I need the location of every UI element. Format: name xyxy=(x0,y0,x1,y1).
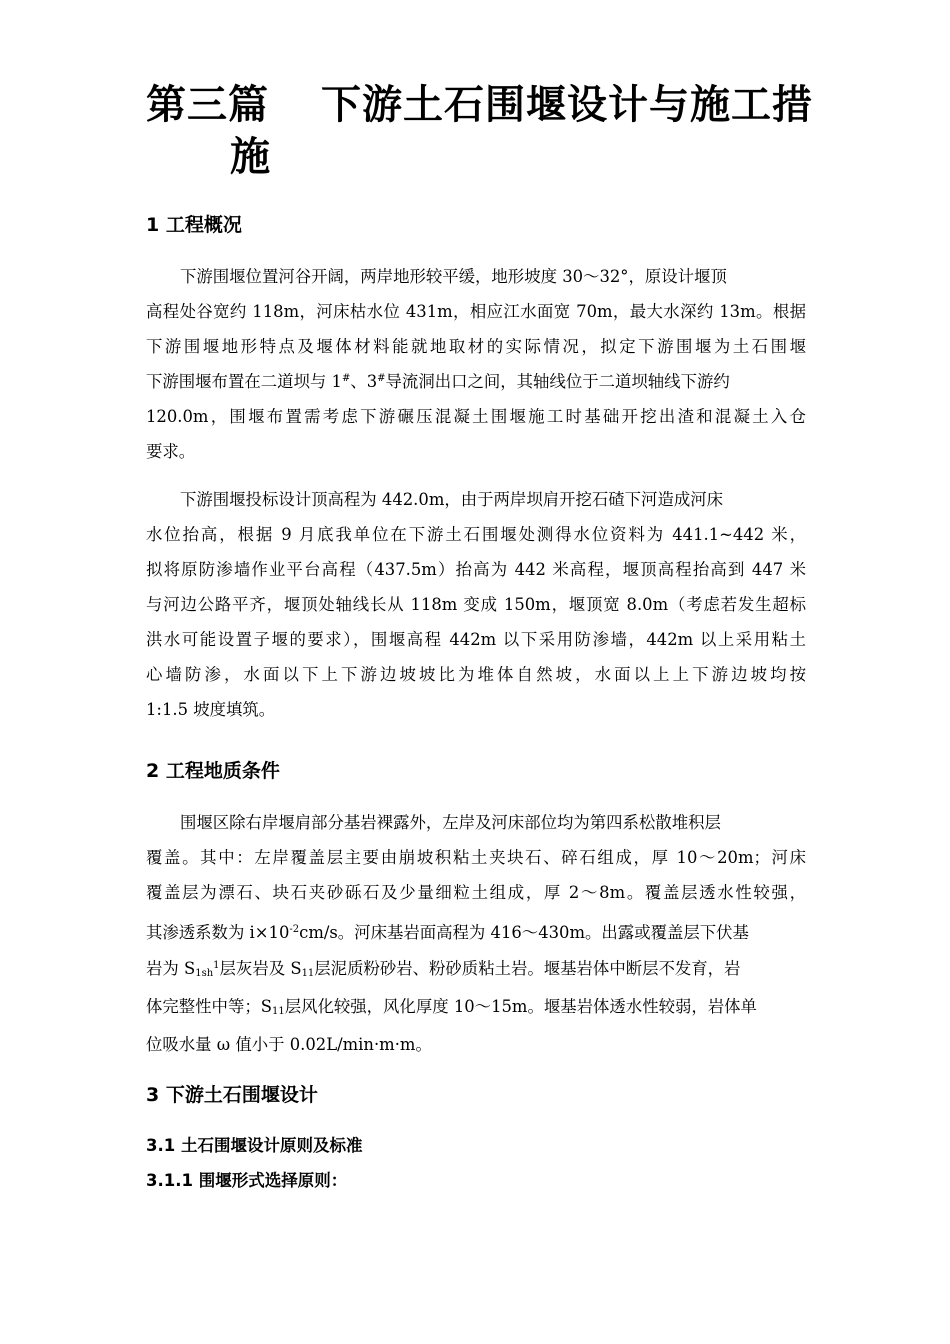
geology-para-line2: 覆盖。其中：左岸覆盖层主要由崩坡积粘土夹块石、碎石组成，厚 10～20m；河床 xyxy=(146,848,806,867)
overview-para1-line6: 要求。 xyxy=(146,442,196,461)
geology-para-line5: 岩为 $S_{1sh}^1$层灰岩及 $S_{11}$层泥质粉砂岩、粉砂质粘土岩。堰基岩体中断层不发育，岩 xyxy=(146,959,741,979)
geology-para-line7: 位吸水量 ω 值小于 0.02L/min·m·m。 xyxy=(146,1035,432,1054)
overview-para2-line5: 洪水可能设置子堰的要求），围堰高程 442m 以下采用防渗墙，442m 以上采用粘土 xyxy=(146,630,806,649)
overview-para2-line7: 1:1.5 坡度填筑。 xyxy=(146,700,276,719)
geology-para-line1: 围堰区除右岸堰肩部分基岩裸露外，左岸及河床部位均为第四系松散堆积层 xyxy=(180,813,721,832)
geology-para-line6: 体完整性中等；$S_{11}$层风化较强，风化厚度 10～15m。堰基岩体透水性较弱，岩体单 xyxy=(146,997,757,1017)
section-heading-overview: 1 工程概况 xyxy=(146,214,242,236)
section-heading-geology: 2 工程地质条件 xyxy=(146,760,280,782)
geology-para-line3: 覆盖层为漂石、块石夹砂砾石及少量细粒土组成，厚 2～8m。覆盖层透水性较强， xyxy=(146,883,806,902)
doc-title-continued: 施 xyxy=(230,134,271,180)
subsection-heading-principles: 3.1 土石围堰设计原则及标准 xyxy=(146,1136,363,1155)
overview-para1-line4: 下游围堰布置在二道坝与 1#、3#导流洞出口之间，其轴线位于二道坝轴线下游约 xyxy=(146,372,730,391)
overview-para2-line2: 水位抬高，根据 9 月底我单位在下游土石围堰处测得水位资料为 441.1~442 米， xyxy=(146,525,806,544)
overview-para2-line6: 心墙防渗，水面以下上下游边坡坡比为堆体自然坡，水面以上上下游边坡均按 xyxy=(146,665,806,684)
section-heading-design: 3 下游土石围堰设计 xyxy=(146,1084,318,1106)
overview-para1-line3: 下游围堰地形特点及堰体材料能就地取材的实际情况，拟定下游围堰为土石围堰 xyxy=(146,337,806,356)
overview-para1-line1: 下游围堰位置河谷开阔，两岸地形较平缓，地形坡度 30～32°，原设计堰顶 xyxy=(180,267,727,286)
overview-para1-line5: 120.0m，围堰布置需考虑下游碾压混凝土围堰施工时基础开挖出渣和混凝土入仓 xyxy=(146,407,806,426)
subsubsection-heading-form-selection: 3.1.1 围堰形式选择原则： xyxy=(146,1171,348,1190)
overview-para2-line3: 拟将原防渗墙作业平台高程（437.5m）抬高为 442 米高程，堰顶高程抬高到 447 米 xyxy=(146,560,806,579)
overview-para2-line4: 与河边公路平齐，堰顶处轴线长从 118m 变成 150m，堰顶宽 8.0m（考虑若发生超标 xyxy=(146,595,806,614)
overview-para2-line1: 下游围堰投标设计顶高程为 442.0m，由于两岸坝肩开挖石碴下河造成河床 xyxy=(180,490,724,509)
overview-para1-line2: 高程处谷宽约 118m，河床枯水位 431m，相应江水面宽 70m，最大水深约 13m。根据 xyxy=(146,302,806,321)
geology-para-line4: 其渗透系数为 $i\times 10^{-2}cm/s$。河床基岩面高程为 416～430m。出露或覆盖层下伏基 xyxy=(146,923,749,942)
doc-title-part-label: 第三篇 xyxy=(146,82,269,128)
doc-title-main: 下游土石围堰设计与施工措 xyxy=(321,82,813,128)
